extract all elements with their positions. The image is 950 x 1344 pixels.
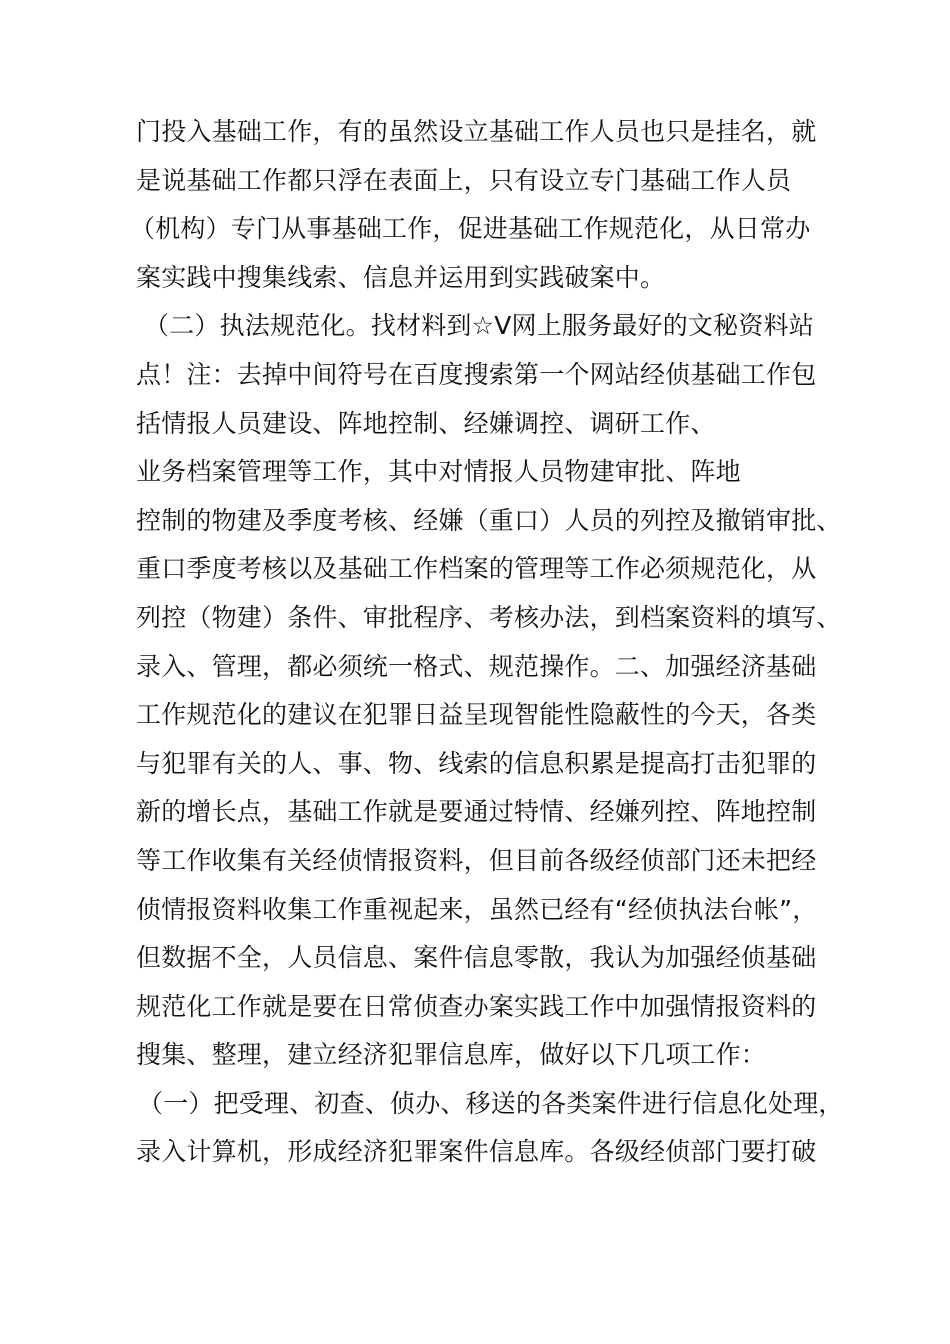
text-line: 录入、管理，都必须统一格式、规范操作。二、加强经济基础 — [136, 651, 817, 681]
text-line: 列控（物建）条件、审批程序、考核办法，到档案资料的填写、 — [136, 602, 842, 632]
text-line: 新的增长点，基础工作就是要通过特情、经嫌列控、阵地控制 — [136, 797, 817, 827]
text-line: 录入计算机，形成经济犯罪案件信息库。各级经侦部门要打破 — [136, 1137, 817, 1167]
text-line: 括情报人员建设、阵地控制、经嫌调控、调研工作、 — [136, 408, 716, 438]
text-line: 与犯罪有关的人、事、物、线索的信息积累是提高打击犯罪的 — [136, 748, 817, 778]
text-line: 控制的物建及季度考核、经嫌（重口）人员的列控及撤销审批、 — [136, 505, 842, 535]
text-line: 工作规范化的建议在犯罪日益呈现智能性隐蔽性的今天，各类 — [136, 700, 817, 730]
text-line: 点！注：去掉中间符号在百度搜索第一个网站经侦基础工作包 — [136, 359, 817, 389]
text-line: 搜集、整理，建立经济犯罪信息库，做好以下几项工作： — [136, 1040, 767, 1070]
text-line: 是说基础工作都只浮在表面上，只有设立专门基础工作人员 — [136, 165, 792, 195]
text-line: 重口季度考核以及基础工作档案的管理等工作必须规范化，从 — [136, 554, 817, 584]
text-line: 规范化工作就是要在日常侦查办案实践工作中加强情报资料的 — [136, 991, 817, 1021]
text-line: 但数据不全，人员信息、案件信息零散，我认为加强经侦基础 — [136, 943, 817, 973]
text-line: （机构）专门从事基础工作，促进基础工作规范化，从日常办 — [130, 214, 811, 244]
text-line: （一）把受理、初查、侦办、移送的各类案件进行信息化处理， — [138, 1088, 844, 1118]
text-line: 门投入基础工作，有的虽然设立基础工作人员也只是挂名，就 — [136, 117, 817, 146]
text-line: （二）执法规范化。找材料到☆Ⅴ网上服务最好的文秘资料站 — [144, 311, 814, 341]
text-line: 等工作收集有关经侦情报资料，但目前各级经侦部门还未把经 — [136, 845, 817, 875]
document-body — [130, 108, 844, 1177]
text-line: 侦情报资料收集工作重视起来，虽然已经有“经侦执法台帐”， — [136, 894, 818, 924]
text-line: 业务档案管理等工作，其中对情报人员物建审批、阵地 — [136, 457, 741, 487]
text-line: 案实践中搜集线索、信息并运用到实践破案中。 — [136, 262, 666, 292]
